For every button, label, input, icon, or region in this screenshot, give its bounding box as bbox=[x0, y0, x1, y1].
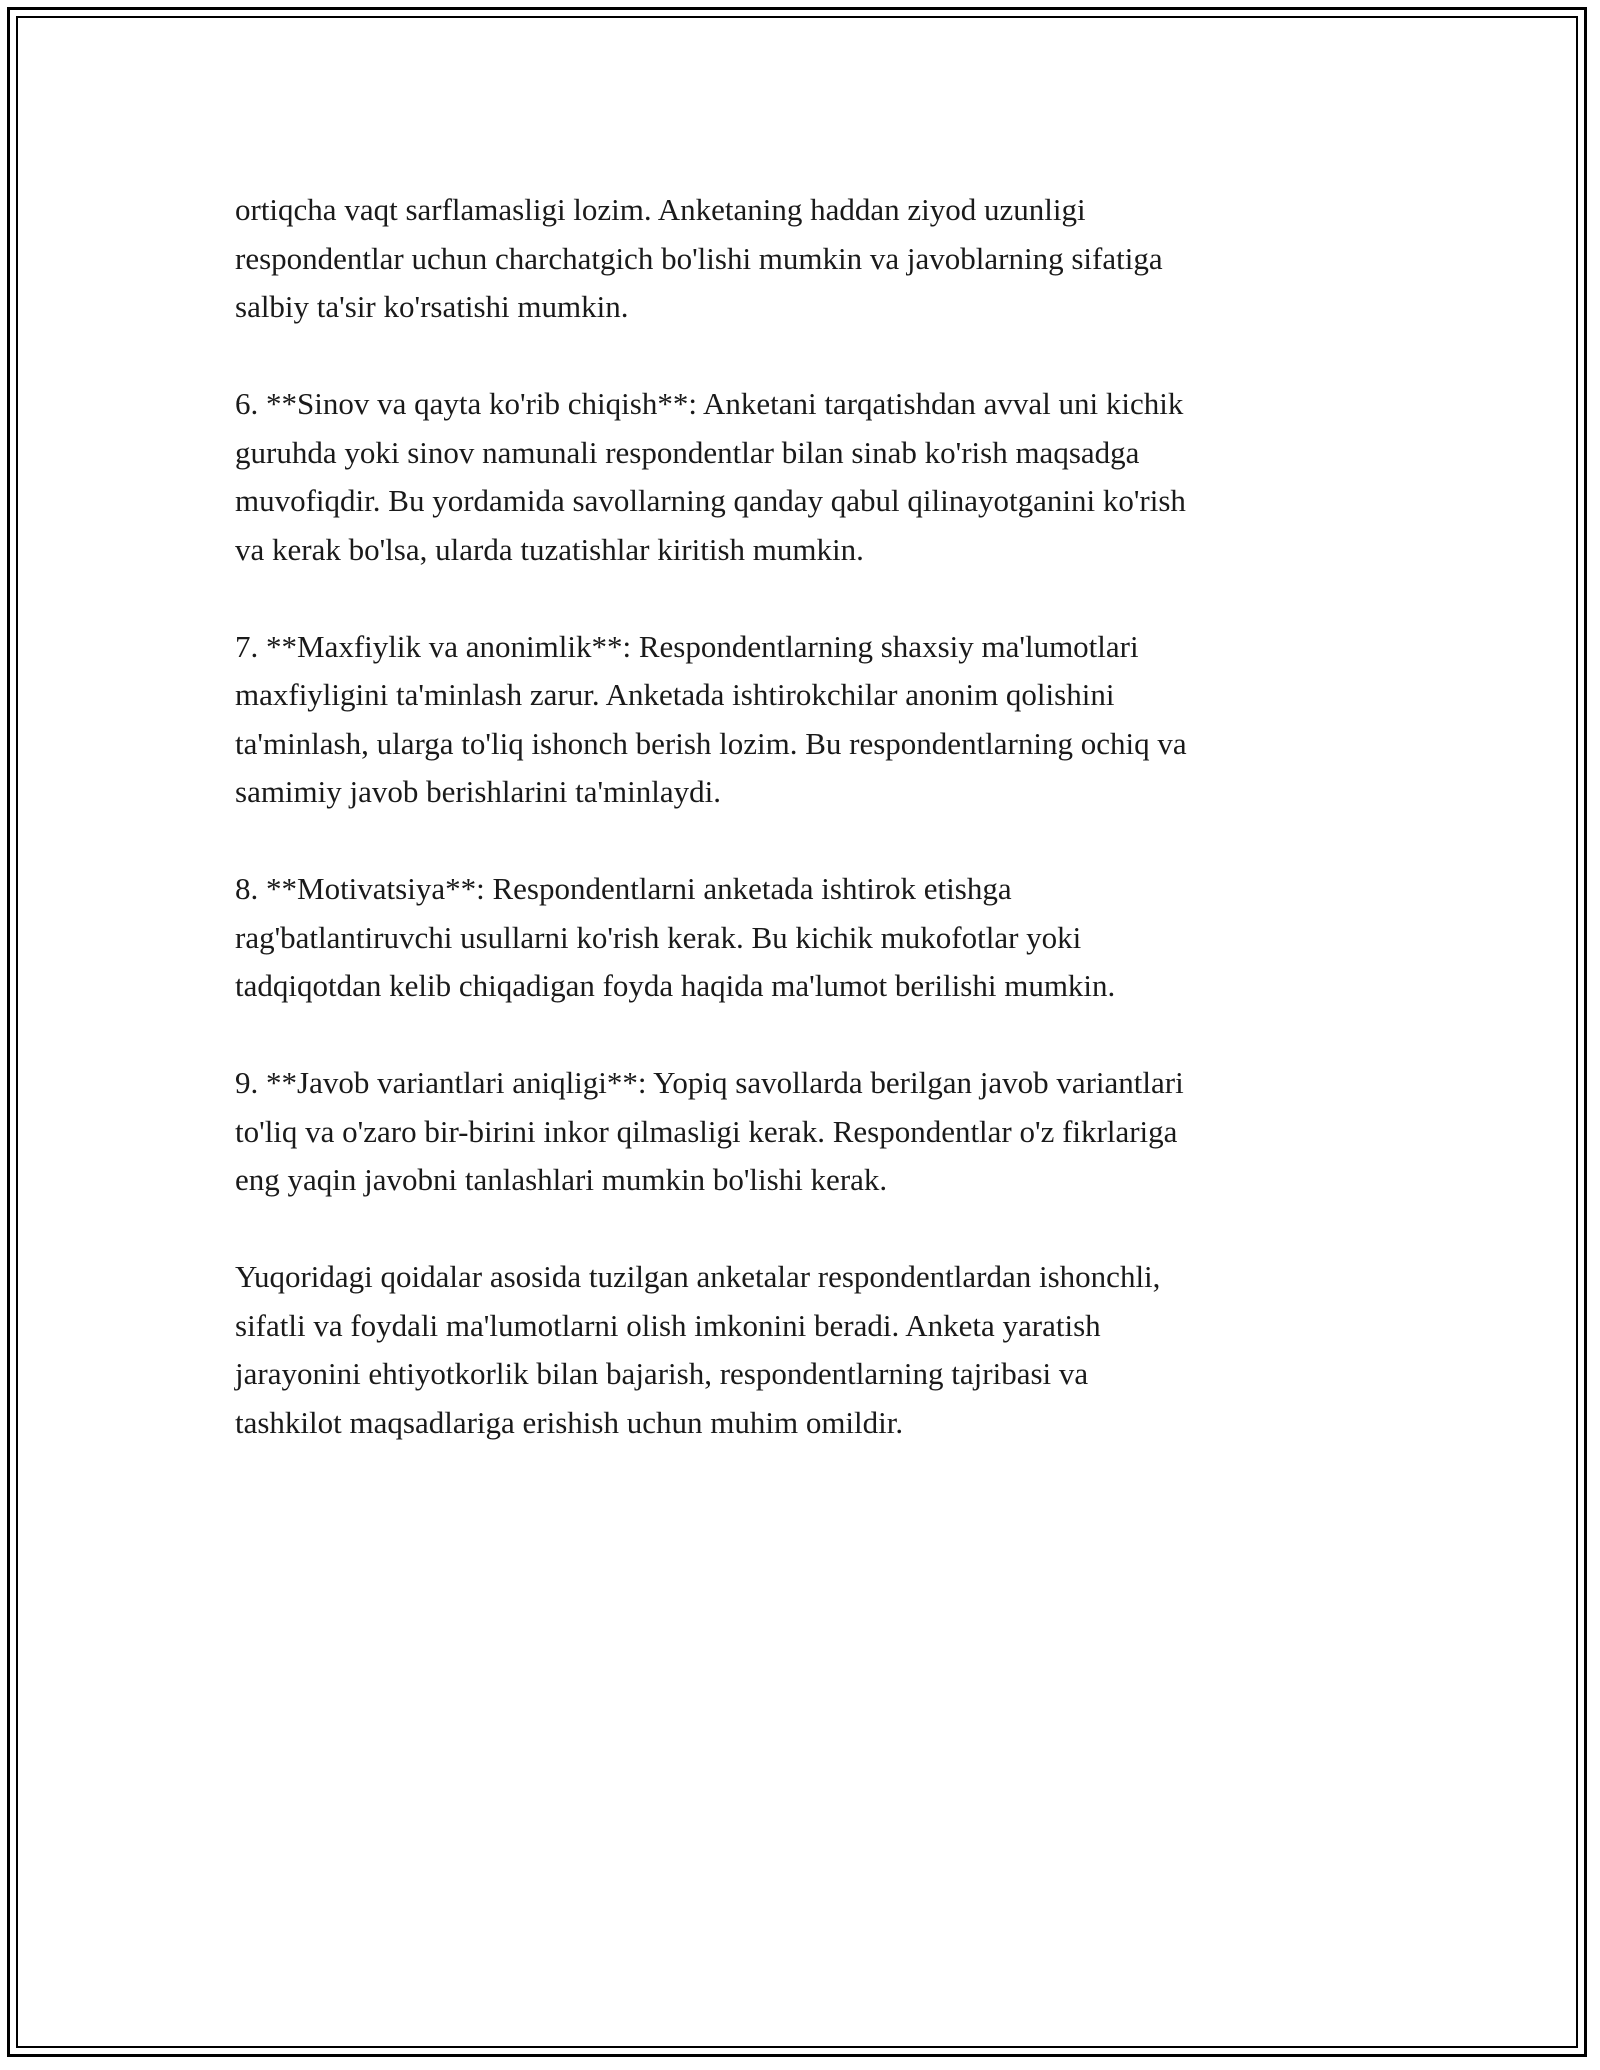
paragraph-item-8: 8. **Motivatsiya**: Respondentlarni anketada ishtirok etishga rag'batlantiruvchi usullarni ko'rish kerak. Bu kichik mukofotlar yoki tadqiqotdan kelib chiqadigan foyda haqida ma'lumot berilishi mumkin. bbox=[235, 871, 1116, 1003]
paragraph-continuation: ortiqcha vaqt sarflamasligi lozim. Anketaning haddan ziyod uzunligi respondentlar uchun charchatgich bo'lishi mumkin va javoblarning sifatiga salbiy ta'sir ko'rsatishi mumkin. bbox=[235, 192, 1163, 324]
paragraph-conclusion: Yuqoridagi qoidalar asosida tuzilgan anketalar respondentlardan ishonchli, sifatli va foydali ma'lumotlarni olish imkonini beradi. Anketa yaratish jarayonini ehtiyotkorlik bilan bajarish, respondentlarning tajribasi va tashkilot maqsadlariga erishish uchun muhim omildir. bbox=[235, 1259, 1161, 1440]
paragraph-item-9: 9. **Javob variantlari aniqligi**: Yopiq savollarda berilgan javob variantlari to'liq va o'zaro bir-birini inkor qilmasligi kerak. Respondentlar o'z fikrlariga eng yaqin javobni tanlashlari mumkin bo'lishi kerak. bbox=[235, 1065, 1184, 1197]
paragraph-item-7: 7. **Maxfiylik va anonimlik**: Respondentlarning shaxsiy ma'lumotlari maxfiyligini ta'minlash zarur. Anketada ishtirokchilar anonim qolishini ta'minlash, ularga to'liq ishonch berish lozim. Bu respondentlarning ochiq va samimiy javob berishlarini ta'minlaydi. bbox=[235, 628, 1187, 809]
document-body bbox=[235, 186, 1385, 1447]
paragraph-item-6: 6. **Sinov va qayta ko'rib chiqish**: Anketani tarqatishdan avval uni kichik guruhda yoki sinov namunali respondentlar bilan sinab ko'rish maqsadga muvofiqdir. Bu yordamida savollarning qanday qabul qilinayotganini ko'rish va kerak bo'lsa, ularda tuzatishlar kiritish mumkin. bbox=[235, 386, 1186, 567]
